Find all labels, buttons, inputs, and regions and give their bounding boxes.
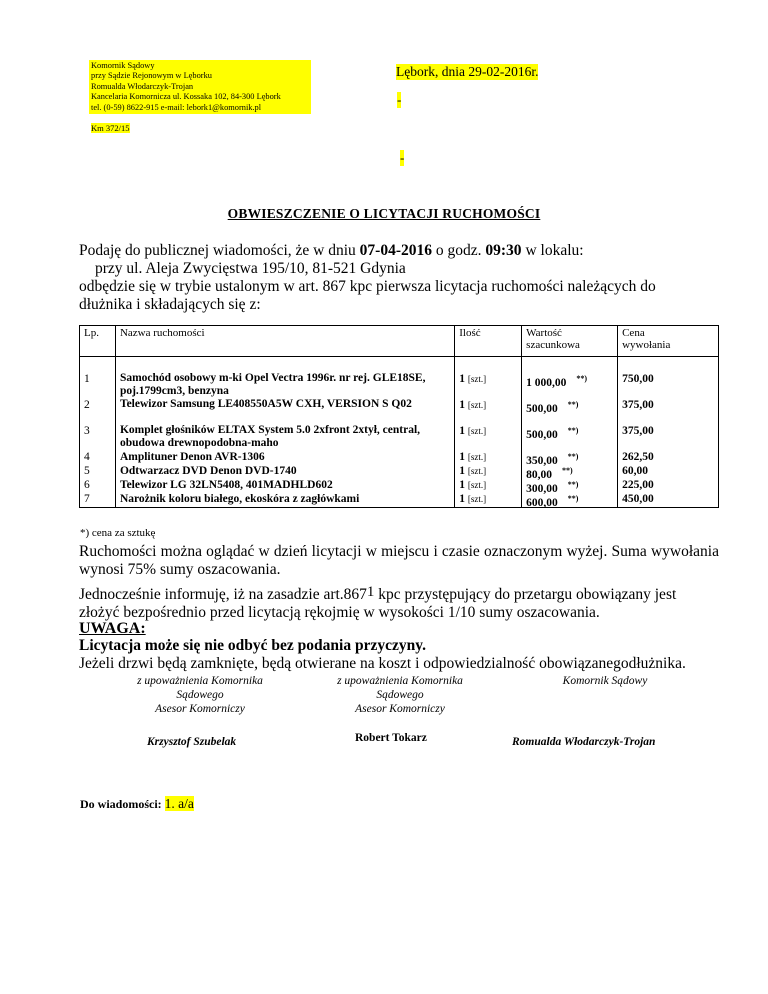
signature-block: Komornik Sądowy xyxy=(562,675,648,687)
intro-text: o godz. xyxy=(432,242,486,259)
intro-text: w lokalu: xyxy=(521,242,584,259)
auction-time: 09:30 xyxy=(485,242,522,259)
cell-lp: 1 2 3 4 5 6 7 xyxy=(80,357,116,508)
office-header xyxy=(89,60,311,114)
cell-qty: 1 [szt.] 1 [szt.] 1 [szt.] 1 [szt.] 1 [szt.] 1 [szt.] 1 [szt.] xyxy=(455,357,522,508)
intro-text: Podaję do publicznej wiadomości, że w dniu xyxy=(79,242,360,259)
recipients-value: 1. a/a xyxy=(164,796,194,811)
header-value: Wartość szacunkowa xyxy=(522,326,618,357)
office-line: Kancelaria Komornicza ul. Kossaka 102, 84-300 Lębork xyxy=(91,92,281,102)
deposit-paragraph: Jednocześnie informuję, iż na zasadzie art.867$^1$ kpc przystępujący do przetargu obowiązany jest złożyć bezpośrednio przed licytacją rękojmię w wysokości 1/10 sumy oszacowania. xyxy=(79,584,677,621)
signature-block: z upoważnienia Komornika Sądowego Asesor Komorniczy xyxy=(337,675,463,715)
table-header-row xyxy=(80,326,719,357)
placeholder-dash: - xyxy=(400,150,405,165)
footnote: *) cena za sztukę xyxy=(80,527,156,539)
intro-text: odbędzie się w trybie ustalonym w art. 867 kpc pierwsza licytacja ruchomości należących do xyxy=(79,278,656,295)
auction-address: przy ul. Aleja Zwycięstwa 195/10, 81-521 Gdynia xyxy=(95,260,406,277)
office-line: Romualda Włodarczyk-Trojan xyxy=(91,81,194,91)
table-row xyxy=(80,357,719,508)
header-name: Nazwa ruchomości xyxy=(115,326,454,357)
document-title: OBWIESZCZENIE O LICYTACJI RUCHOMOŚCI xyxy=(227,206,541,221)
signer-name: Robert Tokarz xyxy=(355,732,427,744)
header-lp: Lp. xyxy=(80,326,116,357)
office-line: przy Sądzie Rejonowym w Lęborku xyxy=(91,71,212,81)
signature-block: z upoważnienia Komornika Sądowego Asesor Komorniczy xyxy=(137,675,263,715)
header-qty: Ilość xyxy=(455,326,522,357)
signer-name: Romualda Włodarczyk-Trojan xyxy=(512,736,656,748)
cell-value: 1 000,00 **) 500,00 **) 500,00 **) 350,00 **) 80,00 **) 300,00 **) 600,00 **) xyxy=(522,357,618,508)
office-line: Komornik Sądowy xyxy=(91,61,155,70)
header-price: Cena wywołania xyxy=(618,326,719,357)
intro-text: dłużnika i składających się z: xyxy=(79,296,261,313)
cell-name: Samochód osobowy m-ki Opel Vectra 1996r. nr rej. GLE18SE, poj.1799cm3, benzyna Telewizor Samsung LE408550A5W CXH, VERSION S Q02 Komplet głośników ELTAX System 5.0 2xfront 2xtył, central, obudowa drewnopodobna-maho Amplituner Denon AVR-1306 Odtwarzacz DVD Denon DVD-1740 Telewizor LG 32LN5408, 401MADHLD602 Narożnik koloru białego, ekoskóra z zagłówkami xyxy=(115,357,454,508)
office-line: tel. (0-59) 8622-915 e-mail: lebork1@komornik.pl xyxy=(91,102,262,112)
placeholder-dash: - xyxy=(397,92,402,107)
recipients: Do wiadomości: 1. a/a xyxy=(80,796,194,811)
viewing-paragraph: Ruchomości można oglądać w dzień licytacji w miejscu i czasie oznaczonym wyżej. Suma wywołania wynosi 75% sumy oszacowania. xyxy=(79,543,719,578)
warning-heading: UWAGA: xyxy=(79,620,146,637)
date-line: Lębork, dnia 29-02-2016r. xyxy=(396,64,539,79)
warning-text: Licytacja może się nie odbyć bez podania przyczyny. xyxy=(79,637,426,654)
intro-paragraph xyxy=(79,242,719,314)
auction-date: 07-04-2016 xyxy=(359,242,432,259)
signer-name: Krzysztof Szubelak xyxy=(147,736,237,748)
items-table xyxy=(79,325,719,508)
door-notice: Jeżeli drzwi będą zamknięte, będą otwierane na koszt i odpowiedzialność obowiązanegodłużnika. xyxy=(79,655,686,672)
cell-price: 750,00 375,00 375,00 262,50 60,00 225,00 450,00 xyxy=(618,357,719,508)
case-number: Km 372/15 xyxy=(91,123,130,133)
